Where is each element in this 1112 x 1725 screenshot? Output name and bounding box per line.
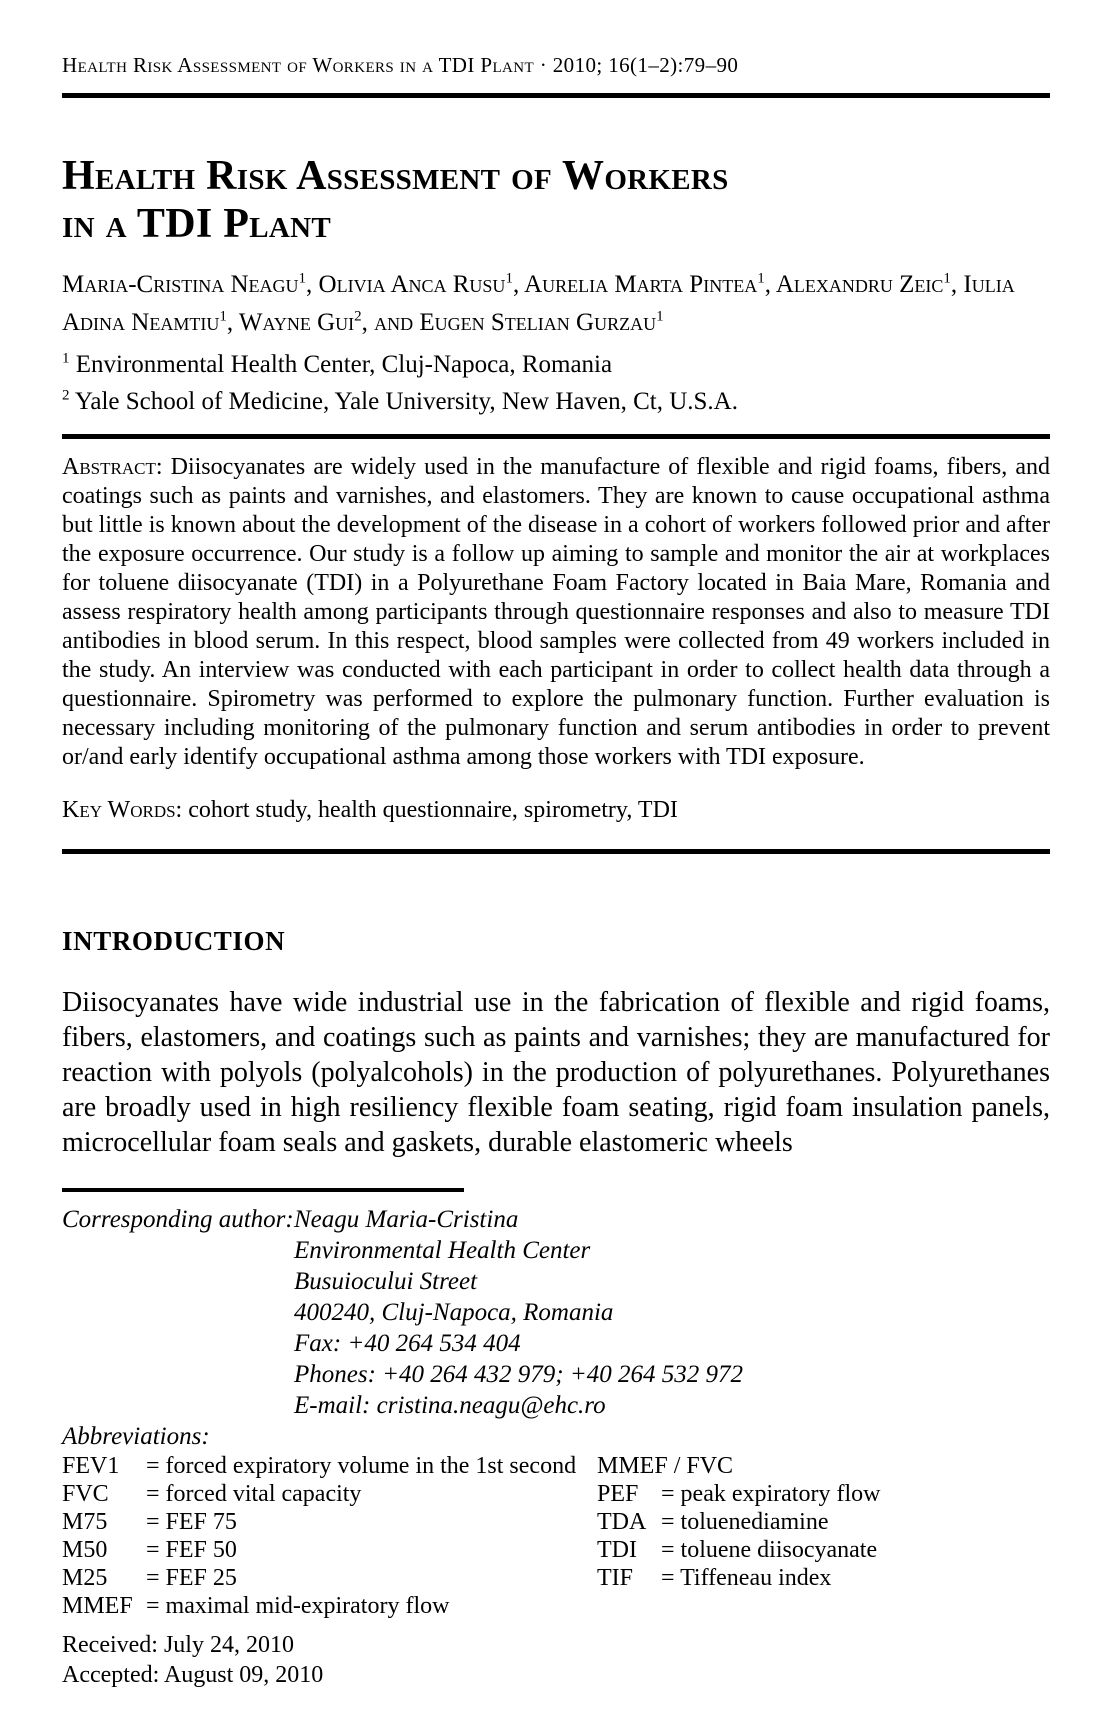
affiliation-superscript: 2 xyxy=(62,387,70,404)
abbreviation-definition: = FEF 50 xyxy=(146,1537,237,1563)
affiliation xyxy=(62,383,1050,420)
author xyxy=(239,309,419,336)
author xyxy=(419,309,663,336)
running-head: Health Risk Assessment of Workers in a TDI Plant · 2010; 16(1–2):79–90 xyxy=(62,53,739,77)
keywords-body: cohort study, health questionnaire, spirometry, TDI xyxy=(182,797,678,823)
abbreviation-row xyxy=(597,1452,1050,1480)
affiliation-superscript: 1 xyxy=(62,350,70,367)
abbreviation-term: PEF xyxy=(597,1481,639,1507)
abstract-rule-bottom xyxy=(62,849,1050,854)
corresponding-author-line: 400240, Cluj-Napoca, Romania xyxy=(294,1299,614,1326)
paper-title-line1: Health Risk Assessment of Workers xyxy=(62,153,729,199)
corresponding-author-line: Neagu Maria-Cristina xyxy=(294,1206,519,1233)
affiliation xyxy=(62,346,1050,383)
abbreviations-right-column xyxy=(572,1452,1050,1620)
abbreviations-label: Abbreviations: xyxy=(62,1423,210,1450)
abbreviation-definition: = toluene diisocyanate xyxy=(661,1537,878,1563)
author-separator: , xyxy=(306,271,319,298)
abbreviation-definition: = peak expiratory flow xyxy=(661,1481,881,1507)
author-name: Alexandru Zeic xyxy=(775,271,944,298)
author xyxy=(776,271,964,298)
abbreviations-columns xyxy=(62,1452,1050,1620)
corresponding-author-line: Fax: +40 264 534 404 xyxy=(294,1330,521,1357)
author-name: Maria-Cristina Neagu xyxy=(62,271,299,298)
abbreviation-term: MMEF xyxy=(62,1593,133,1619)
author xyxy=(319,271,525,298)
author-separator: , xyxy=(512,271,525,298)
abbreviation-term: TIF xyxy=(597,1565,633,1591)
accepted-line: Accepted: August 09, 2010 xyxy=(62,1662,324,1688)
keywords-line xyxy=(62,796,1050,825)
abbreviation-row xyxy=(62,1508,572,1536)
section-heading-introduction: INTRODUCTION xyxy=(62,926,286,956)
abbreviation-row xyxy=(597,1508,1050,1536)
author-name: Eugen Stelian Gurzau xyxy=(419,309,657,336)
affiliation-text: Yale School of Medicine, Yale University, New Haven, Ct, U.S.A. xyxy=(69,388,738,415)
affiliation-text: Environmental Health Center, Cluj-Napoca, Romania xyxy=(69,351,613,378)
header-rule xyxy=(62,93,1050,98)
abbreviation-term: TDI xyxy=(597,1537,637,1563)
author-separator: , and xyxy=(361,309,420,336)
paper-title-line2: in a TDI Plant xyxy=(62,201,332,247)
affiliations xyxy=(62,346,1050,420)
abbreviation-row xyxy=(62,1452,577,1480)
corresponding-author-line: Busuiocului Street xyxy=(294,1268,478,1295)
corresponding-author-line: E-mail: cristina.neagu@ehc.ro xyxy=(294,1392,606,1419)
corresponding-author-line: Phones: +40 264 432 979; +40 264 532 972 xyxy=(294,1361,743,1388)
author-name: Olivia Anca Rusu xyxy=(318,271,506,298)
abbreviation-row xyxy=(597,1536,1050,1564)
author-name: Aurelia Marta Pintea xyxy=(524,271,758,298)
author-superscript: 1 xyxy=(298,270,307,287)
received-line: Received: July 24, 2010 xyxy=(62,1632,294,1658)
abstract-label: Abstract: xyxy=(62,454,163,480)
abbreviations-block xyxy=(62,1421,1050,1620)
abbreviation-definition: = Tiffeneau index xyxy=(661,1565,832,1591)
author-superscript: 1 xyxy=(505,270,513,287)
abbreviation-row xyxy=(62,1592,572,1620)
corresponding-author-label: Corresponding author: xyxy=(62,1206,294,1233)
abbreviation-row xyxy=(62,1480,572,1508)
keywords-label: Key Words: xyxy=(62,797,183,823)
abbreviations-left-column xyxy=(62,1452,577,1620)
author-separator: , xyxy=(226,309,239,336)
abbreviation-term: M75 xyxy=(62,1509,108,1535)
abbreviation-term: M50 xyxy=(62,1537,108,1563)
corresponding-author-block xyxy=(62,1204,1050,1421)
abstract-paragraph xyxy=(62,453,1050,772)
abbreviation-row xyxy=(62,1564,572,1592)
corresponding-author-line: Environmental Health Center xyxy=(294,1237,591,1264)
abbreviation-term: FEV1 xyxy=(62,1453,120,1479)
abbreviation-row xyxy=(597,1564,1050,1592)
abbreviation-definition: = maximal mid-expiratory flow xyxy=(146,1593,450,1619)
abbreviation-term: TDA xyxy=(597,1509,647,1535)
introduction-paragraph: Diisocyanates have wide industrial use in the fabrication of flexible and rigid foams, fibers, elastomers, and coatings such as paints and varnishes; they are manufactured for reaction with polyols (polyalcohols) in the production of polyurethanes. Polyurethanes are broadly used in high resiliency flexible foam seating, rigid foam insulation panels, microcellular foam seals and gaskets, durable elastomeric wheels xyxy=(62,987,1050,1158)
abbreviation-definition: = FEF 75 xyxy=(146,1509,237,1535)
abbreviation-row xyxy=(597,1480,1050,1508)
abbreviation-definition: = toluenediamine xyxy=(661,1509,829,1535)
author-name: Wayne Gui xyxy=(238,309,355,336)
author xyxy=(524,271,776,298)
author-superscript: 1 xyxy=(219,308,227,325)
author-superscript: 1 xyxy=(943,270,951,287)
dates-block xyxy=(62,1630,1050,1690)
footnote-rule xyxy=(62,1188,464,1192)
abstract-rule-top xyxy=(62,434,1050,439)
corresponding-author-details xyxy=(294,1204,743,1421)
author-superscript: 1 xyxy=(757,270,765,287)
author-separator: , xyxy=(764,271,776,298)
authors-line xyxy=(62,266,1050,342)
abbreviation-definition: = FEF 25 xyxy=(146,1565,237,1591)
author-separator: , xyxy=(950,271,964,298)
paper-title xyxy=(62,152,1050,248)
abstract-body: Diisocyanates are widely used in the manufacture of flexible and rigid foams, fibers, and coatings such as paints and varnishes, and elastomers. They are known to cause occupational asthma but little is known about the development of the disease in a cohort of workers followed prior and after the exposure occurrence. Our study is a follow up aiming to sample and monitor the air at workplaces for toluene diisocyanate (TDI) in a Polyurethane Foam Factory located in Baia Mare, Romania and assess respiratory health among participants through questionnaire responses and also to measure TDI antibodies in blood serum. In this respect, blood samples were collected from 49 workers included in the study. An interview was conducted with each participant in order to collect health data through a questionnaire. Spirometry was performed to explore the pulmonary function. Further evaluation is necessary including monitoring of the pulmonary function and serum antibodies in order to prevent or/and early identify occupational asthma among those workers with TDI exposure. xyxy=(62,454,1050,770)
abbreviation-definition: = forced expiratory volume in the 1st second xyxy=(146,1453,577,1479)
author-superscript: 1 xyxy=(656,308,664,325)
abbreviation-term: M25 xyxy=(62,1565,108,1591)
abbreviation-row xyxy=(62,1536,572,1564)
author-name: Iulia Adina Neamtiu xyxy=(62,271,1015,336)
abbreviation-term: FVC xyxy=(62,1481,109,1507)
author xyxy=(62,271,319,298)
abbreviation-definition: = forced vital capacity xyxy=(146,1481,362,1507)
author-superscript: 2 xyxy=(354,308,362,325)
abbreviation-term: MMEF / FVC xyxy=(597,1453,734,1479)
